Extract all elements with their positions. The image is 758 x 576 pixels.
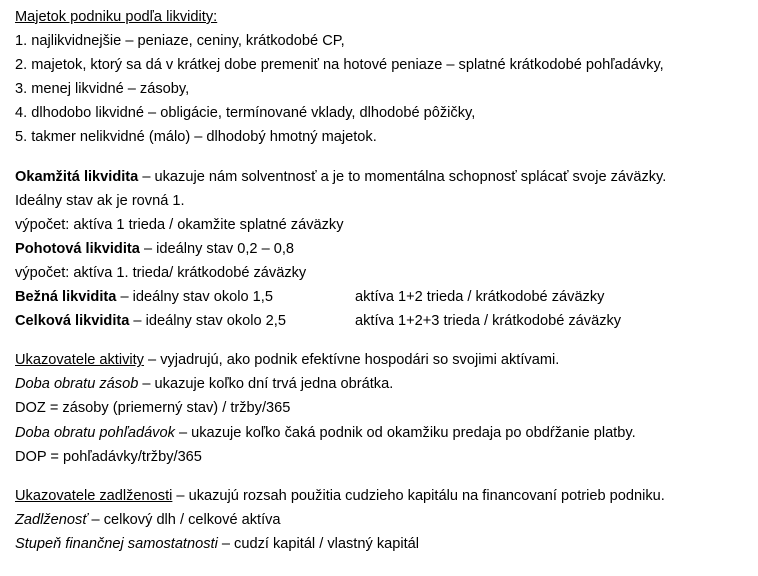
desc-zadlzenost: – celkový dlh / celkové aktíva xyxy=(87,511,281,528)
debt-indicators-line xyxy=(15,484,755,508)
dop-line xyxy=(15,421,755,445)
okamzita-ideal: Ideálny stav ak je rovná 1. xyxy=(15,192,185,209)
term-dop: Doba obratu pohľadávok xyxy=(15,424,175,441)
section-heading-liquidity-assets xyxy=(15,5,755,29)
list-item: 1. najlikvidnejšie – peniaze, ceniny, krátkodobé CP, xyxy=(15,33,345,50)
bezna-likvidita-line xyxy=(15,285,755,309)
term-stupen: Stupeň finančnej samostatnosti xyxy=(15,535,218,552)
desc-stupen: – cudzí kapitál / vlastný kapitál xyxy=(217,535,419,552)
paragraph-gap xyxy=(15,469,755,484)
heading-activity: Ukazovatele aktivity xyxy=(15,352,144,369)
document-body xyxy=(15,5,755,556)
desc-dop: – ukazuje koľko čaká podnik od okamžiku predaja po obdŕžanie platby. xyxy=(174,424,636,441)
term-pohotova: Pohotová likvidita xyxy=(15,240,140,257)
doz-formula: DOZ = zásoby (priemerný stav) / tržby/365 xyxy=(15,400,291,417)
stupen-line xyxy=(15,532,755,556)
list-item: 5. takmer nelikvidné (málo) – dlhodobý hmotný majetok. xyxy=(15,129,377,146)
desc-celkova: – ideálny stav okolo 2,5 xyxy=(129,313,286,330)
term-okamzita: Okamžitá likvidita xyxy=(15,168,139,185)
zadlzenost-line xyxy=(15,508,755,532)
calc-bezna: aktíva 1+2 trieda / krátkodobé záväzky xyxy=(355,289,605,306)
activity-indicators-line xyxy=(15,348,755,372)
pohotova-likvidita-line xyxy=(15,237,755,261)
okamzita-calc: výpočet: aktíva 1 trieda / okamžite splatné záväzky xyxy=(15,216,344,233)
list-item: 3. menej likvidné – zásoby, xyxy=(15,81,190,98)
term-zadlzenost: Zadlženosť xyxy=(15,511,88,528)
paragraph-gap xyxy=(15,333,755,348)
okamzita-likvidita-line xyxy=(15,165,755,189)
heading-debt-desc: – ukazujú rozsah použitia cudzieho kapitálu na financovaní potrieb podniku. xyxy=(172,487,665,504)
desc-bezna: – ideálny stav okolo 1,5 xyxy=(116,289,273,306)
celkova-likvidita-line xyxy=(15,309,755,333)
dop-formula: DOP = pohľadávky/tržby/365 xyxy=(15,448,202,465)
calc-celkova: aktíva 1+2+3 trieda / krátkodobé záväzky xyxy=(355,313,622,330)
list-item: 2. majetok, ktorý sa dá v krátkej dobe premeniť na hotové peniaze – splatné krátkodobé pohľadávky, xyxy=(15,57,664,74)
doz-line xyxy=(15,372,755,396)
desc-pohotova: – ideálny stav 0,2 – 0,8 xyxy=(139,240,295,257)
term-doz: Doba obratu zásob xyxy=(15,376,139,393)
pohotova-calc: výpočet: aktíva 1. trieda/ krátkodobé záväzky xyxy=(15,264,307,281)
heading-activity-desc: – vyjadrujú, ako podnik efektívne hospodári so svojimi aktívami. xyxy=(143,352,560,369)
paragraph-gap xyxy=(15,150,755,165)
term-bezna: Bežná likvidita xyxy=(15,289,117,306)
desc-okamzita: – ukazuje nám solventnosť a je to momentálna schopnosť splácať svoje záväzky. xyxy=(138,168,667,185)
heading-debt: Ukazovatele zadlženosti xyxy=(15,487,173,504)
term-celkova: Celková likvidita xyxy=(15,313,130,330)
desc-doz: – ukazuje koľko dní trvá jedna obrátka. xyxy=(138,376,394,393)
list-item: 4. dlhodobo likvidné – obligácie, termínované vklady, dlhodobé pôžičky, xyxy=(15,105,476,122)
heading-text: Majetok podniku podľa likvidity: xyxy=(15,9,218,25)
